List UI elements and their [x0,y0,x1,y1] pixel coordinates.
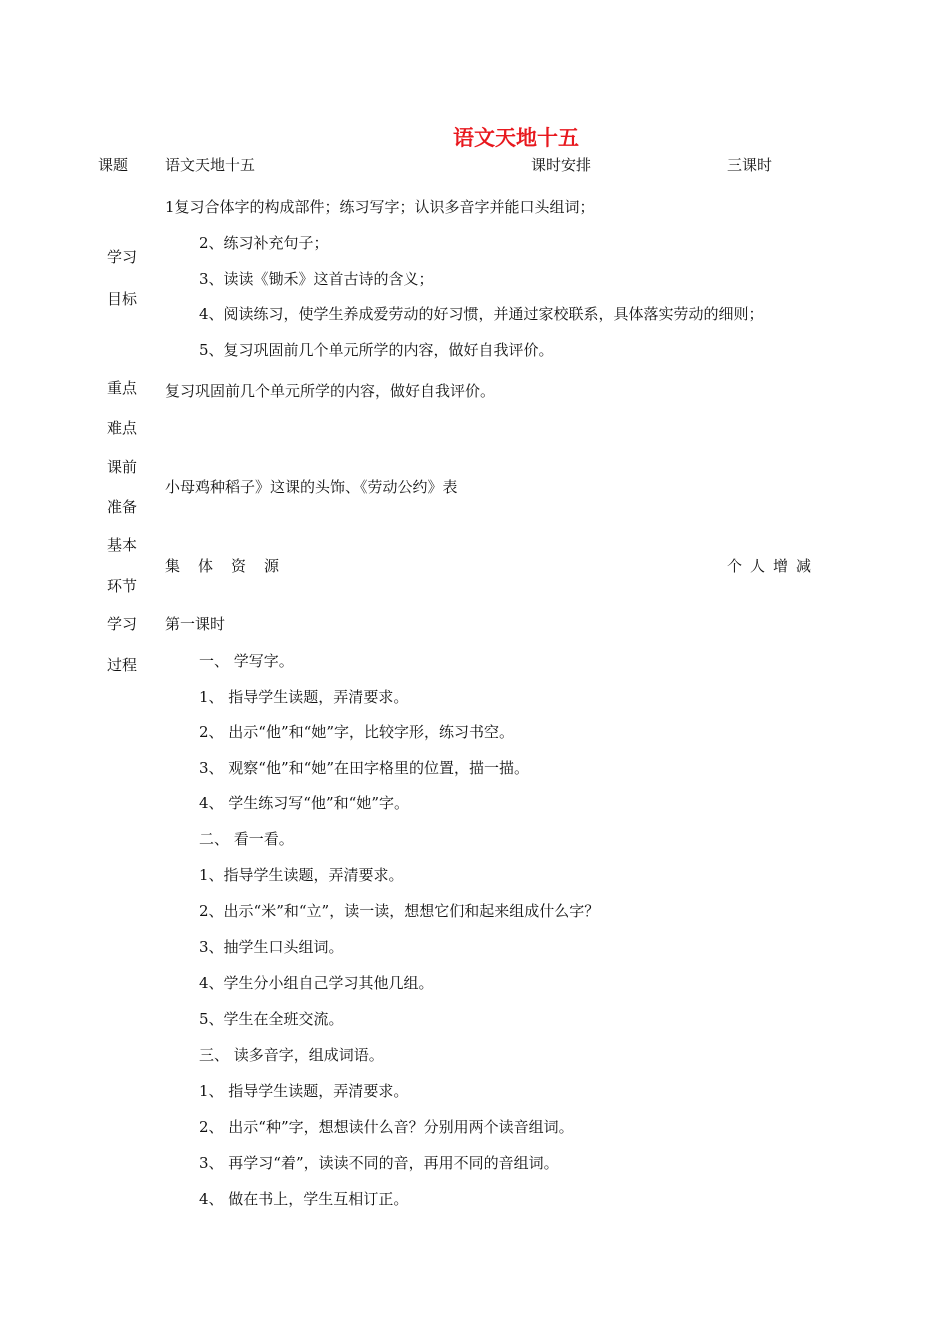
goal-item: 3、读读《锄禾》这首古诗的含义； [199,270,434,288]
process-line: 3、 观察“他”和“她”在田字格里的位置，描一描。 [199,759,529,777]
col-collective: 集体资源 [165,557,298,575]
session-heading: 第一课时 [165,615,226,633]
label-goals-2: 目标 [107,290,138,308]
label-key-2: 难点 [107,419,138,437]
goal-item: 4、阅读练习，使学生养成爱劳动的好习惯，并通过家校联系，具体落实劳动的细则； [199,305,764,323]
goal-item: 2、练习补充句子； [199,234,329,252]
page-title: 语文天地十五 [453,125,579,150]
process-line: 三、 读多音字，组成词语。 [199,1046,384,1064]
goal-item: 5、复习巩固前几个单元所学的内容，做好自我评价。 [199,341,554,359]
label-process-2: 过程 [107,656,138,674]
label-topic: 课题 [98,156,129,174]
label-prep-1: 课前 [107,458,138,476]
process-line: 1、 指导学生读题，弄清要求。 [199,688,409,706]
process-line: 2、出示“米”和“立”，读一读，想想它们和起来组成什么字？ [199,902,600,920]
label-process-1: 学习 [107,615,138,633]
process-line: 一、 学写字。 [199,652,294,670]
label-goals-1: 学习 [107,248,138,266]
process-line: 1、指导学生读题，弄清要求。 [199,866,404,884]
prep-text: 小母鸡种稻子》这课的头饰、《劳动公约》表 [165,478,458,496]
process-line: 5、学生在全班交流。 [199,1010,344,1028]
process-line: 2、 出示“他”和“她”字，比较字形，练习书空。 [199,723,514,741]
label-key-1: 重点 [107,379,138,397]
label-schedule: 课时安排 [531,156,592,174]
process-line: 3、抽学生口头组词。 [199,938,344,956]
key-text: 复习巩固前几个单元所学的内容，做好自我评价。 [165,382,496,400]
schedule-value: 三课时 [727,156,773,174]
goal-item: 1复习合体字的构成部件；练习写字；认识多音字并能口头组词； [165,198,595,216]
label-prep-2: 准备 [107,498,138,516]
process-line: 4、 学生练习写“他”和“她”字。 [199,794,409,812]
process-line: 1、 指导学生读题，弄清要求。 [199,1082,409,1100]
process-line: 3、 再学习“着”，读读不同的音，再用不同的音组词。 [199,1154,559,1172]
topic-value: 语文天地十五 [165,156,256,174]
process-line: 4、学生分小组自己学习其他几组。 [199,974,434,992]
label-basic-2: 环节 [107,577,138,595]
label-basic-1: 基本 [107,536,138,554]
col-personal: 个人增减 [727,557,820,575]
process-line: 2、 出示“种”字，想想读什么音？分别用两个读音组词。 [199,1118,574,1136]
process-line: 4、 做在书上，学生互相订正。 [199,1190,409,1208]
process-line: 二、 看一看。 [199,830,294,848]
